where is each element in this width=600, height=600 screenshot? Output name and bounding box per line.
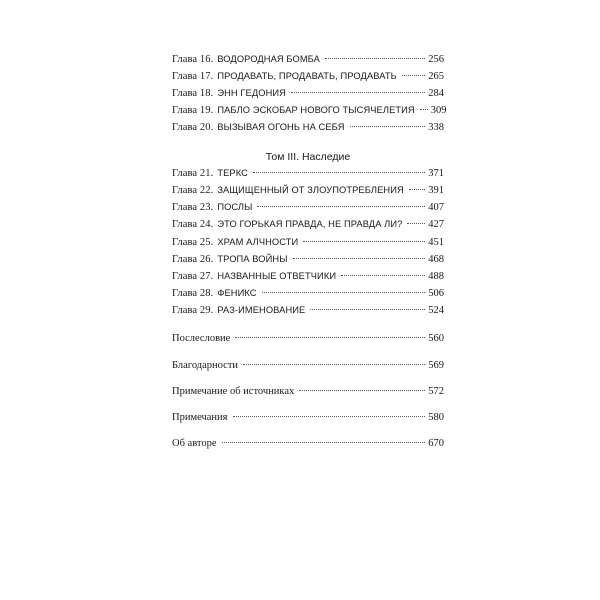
section-title: Благодарности <box>172 360 239 371</box>
chapter-label: Глава 20. <box>172 122 214 133</box>
section-title: Об авторе <box>172 438 217 449</box>
dot-leader <box>402 75 425 76</box>
toc-entry-afterword[interactable] <box>172 333 444 349</box>
dot-leader <box>262 292 426 293</box>
page-number: 451 <box>428 237 444 248</box>
toc-entry-ch21[interactable] <box>172 168 444 184</box>
chapter-title: ВОДОРОДНАЯ БОМБА <box>217 54 320 64</box>
dot-leader <box>291 92 425 93</box>
chapter-title: НАЗВАННЫЕ ОТВЕТЧИКИ <box>217 271 337 281</box>
toc-entry-note-on-sources[interactable] <box>172 386 444 402</box>
toc-entry-ch19[interactable] <box>172 105 447 121</box>
chapter-title: ПАБЛО ЭСКОБАР НОВОГО ТЫСЯЧЕЛЕТИЯ <box>217 105 415 115</box>
chapter-title: ПРОДАВАТЬ, ПРОДАВАТЬ, ПРОДАВАТЬ <box>217 71 397 81</box>
page-number: 524 <box>428 305 444 316</box>
page-number: 407 <box>428 202 444 213</box>
toc-entry-ch18[interactable] <box>172 88 444 104</box>
page-number: 468 <box>428 254 444 265</box>
dot-leader <box>257 206 425 207</box>
page-number: 506 <box>428 288 444 299</box>
page-number: 338 <box>428 122 444 133</box>
chapter-label: Глава 17. <box>172 71 214 82</box>
chapter-label: Глава 25. <box>172 237 214 248</box>
dot-leader <box>409 189 425 190</box>
chapter-label: Глава 21. <box>172 168 214 179</box>
section-title: Примечание об источниках <box>172 386 295 397</box>
dot-leader <box>325 58 425 59</box>
chapter-label: Глава 18. <box>172 88 214 99</box>
chapter-title: ТРОПА ВОЙНЫ <box>217 254 288 264</box>
chapter-title: ПОСЛЫ <box>217 202 253 212</box>
dot-leader <box>407 223 425 224</box>
dot-leader <box>350 126 426 127</box>
dot-leader <box>235 337 425 338</box>
toc-entry-notes[interactable] <box>172 412 444 428</box>
dot-leader <box>222 442 426 443</box>
toc-entry-ch22[interactable] <box>172 185 444 201</box>
page-number: 265 <box>428 71 444 82</box>
dot-leader <box>310 309 425 310</box>
dot-leader <box>420 109 428 110</box>
chapter-label: Глава 19. <box>172 105 214 116</box>
dot-leader <box>233 416 426 417</box>
toc-entry-ch28[interactable] <box>172 288 444 304</box>
chapter-label: Глава 22. <box>172 185 214 196</box>
toc-entry-ch20[interactable] <box>172 122 444 138</box>
chapter-title: РАЗ-ИМЕНОВАНИЕ <box>217 305 306 315</box>
page-number: 560 <box>428 333 444 344</box>
chapter-title: ХРАМ АЛЧНОСТИ <box>217 237 299 247</box>
page-number: 488 <box>428 271 444 282</box>
page-number: 569 <box>428 360 444 371</box>
chapter-label: Глава 24. <box>172 219 214 230</box>
page-number: 580 <box>428 412 444 423</box>
chapter-title: ЭТО ГОРЬКАЯ ПРАВДА, НЕ ПРАВДА ЛИ? <box>217 219 403 229</box>
page-number: 670 <box>428 438 444 449</box>
chapter-title: ВЫЗЫВАЯ ОГОНЬ НА СЕБЯ <box>217 122 345 132</box>
chapter-label: Глава 27. <box>172 271 214 282</box>
dot-leader <box>243 364 425 365</box>
part-heading: Том III. Наследие <box>265 151 351 163</box>
page-number: 572 <box>428 386 444 397</box>
dot-leader <box>293 258 426 259</box>
chapter-title: ФЕНИКС <box>217 288 257 298</box>
chapter-title: ТЕРКС <box>217 168 248 178</box>
toc-entry-ch29[interactable] <box>172 305 444 321</box>
chapter-label: Глава 29. <box>172 305 214 316</box>
toc-entry-acknowledgements[interactable] <box>172 360 444 376</box>
toc-entry-ch17[interactable] <box>172 71 444 87</box>
chapter-label: Глава 26. <box>172 254 214 265</box>
dot-leader <box>341 275 425 276</box>
page-number: 309 <box>430 105 447 116</box>
toc-entry-ch25[interactable] <box>172 237 444 253</box>
chapter-label: Глава 16. <box>172 54 214 65</box>
chapter-title: ЗАЩИЩЕННЫЙ ОТ ЗЛОУПОТРЕБЛЕНИЯ <box>217 185 404 195</box>
chapter-label: Глава 28. <box>172 288 214 299</box>
page-number: 427 <box>428 219 444 230</box>
toc-entry-about-author[interactable] <box>172 438 444 454</box>
dot-leader <box>253 172 425 173</box>
toc-entry-ch27[interactable] <box>172 271 444 287</box>
page-number: 284 <box>428 88 444 99</box>
toc-entry-ch26[interactable] <box>172 254 444 270</box>
section-title: Послесловие <box>172 333 231 344</box>
dot-leader <box>303 241 425 242</box>
page-number: 371 <box>428 168 444 179</box>
page-number: 256 <box>428 54 444 65</box>
dot-leader <box>299 390 425 391</box>
chapter-label: Глава 23. <box>172 202 214 213</box>
toc-entry-ch23[interactable] <box>172 202 444 218</box>
toc-entry-ch16[interactable] <box>172 54 444 70</box>
page-number: 391 <box>428 185 444 196</box>
chapter-title: ЭНН ГЕДОНИЯ <box>217 88 286 98</box>
section-title: Примечания <box>172 412 228 423</box>
toc-entry-ch24[interactable] <box>172 219 444 235</box>
